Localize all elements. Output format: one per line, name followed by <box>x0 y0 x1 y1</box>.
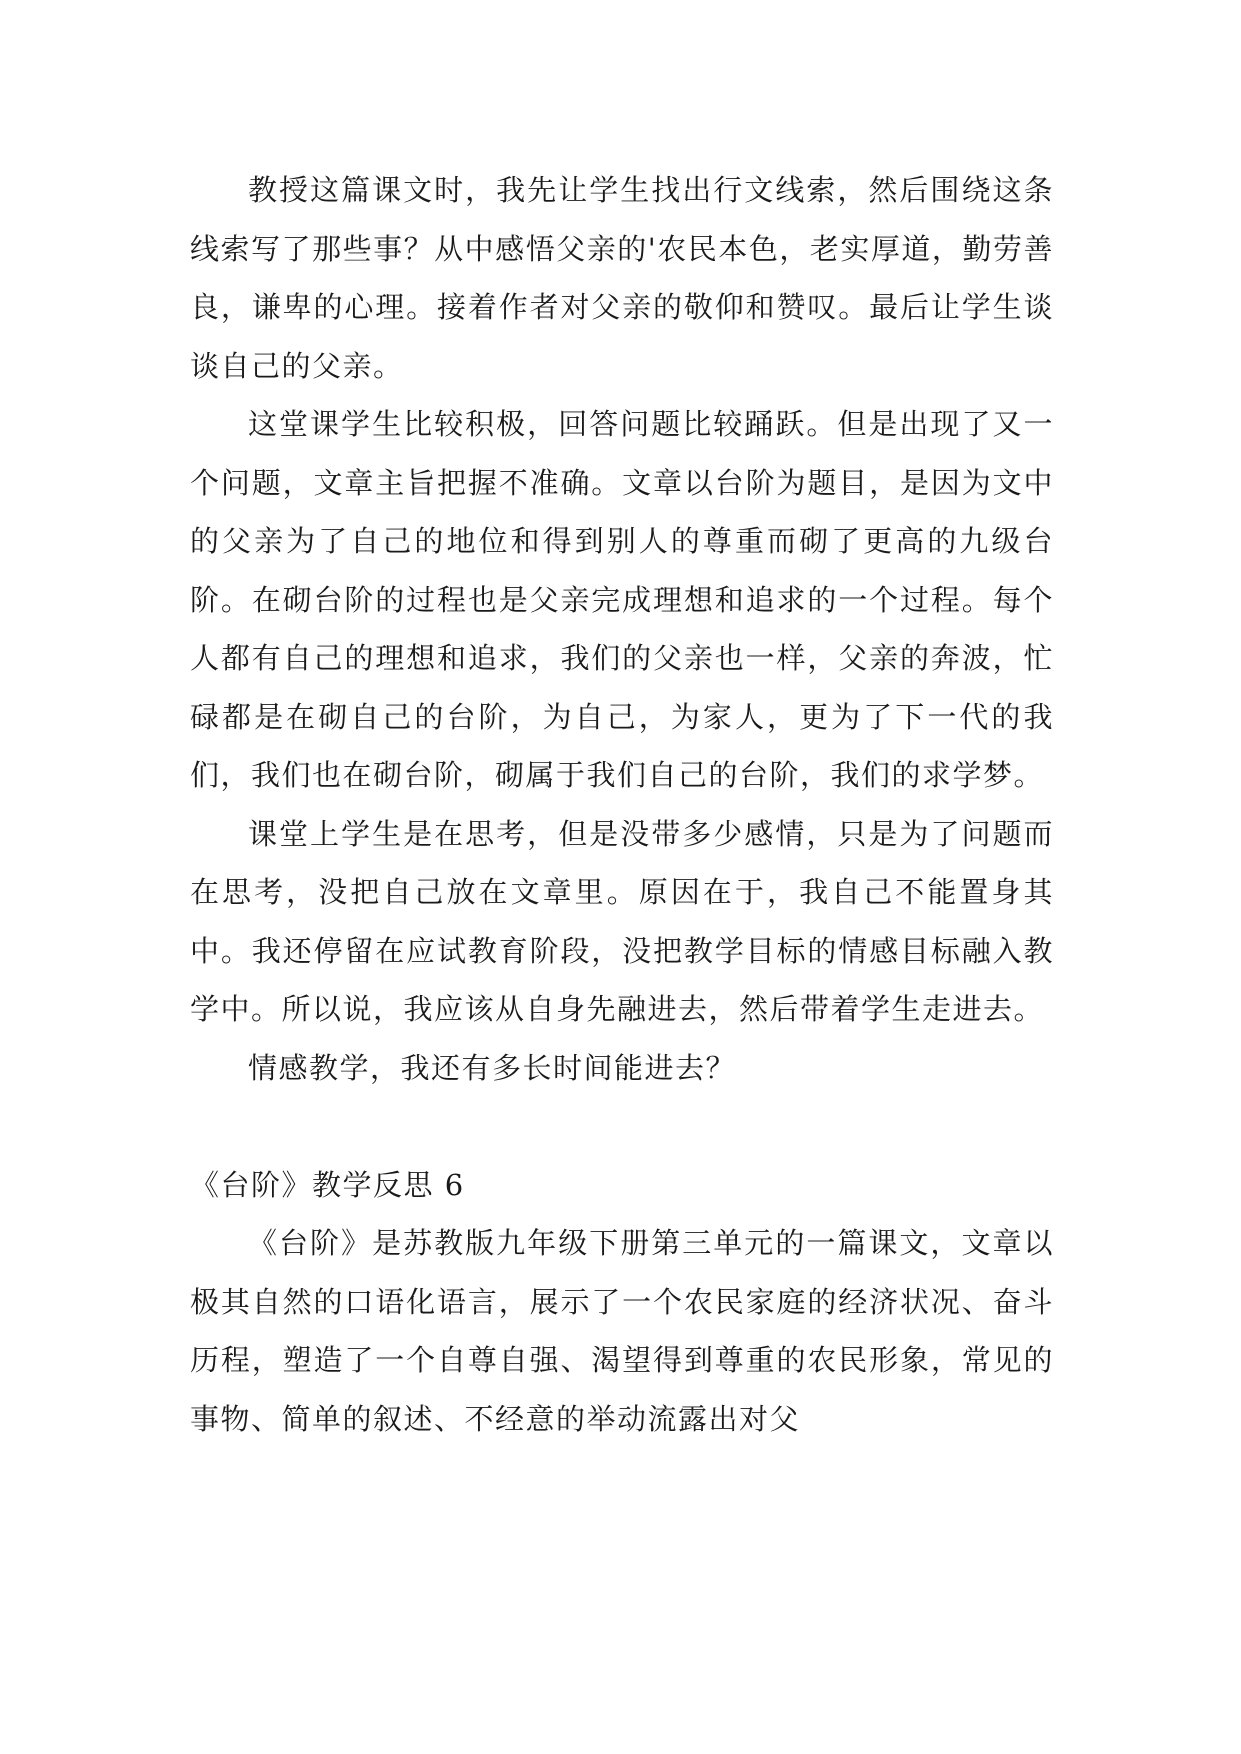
paragraph: 课堂上学生是在思考，但是没带多少感情，只是为了问题而在思考，没把自己放在文章里。原因在于，我自己不能置身其中。我还停留在应试教育阶段，没把教学目标的情感目标融入教学中。所以说，我应该从自身先融进去，然后带着学生走进去。 <box>190 816 1054 1026</box>
paragraph: 这堂课学生比较积极，回答问题比较踊跃。但是出现了又一个问题，文章主旨把握不准确。文章以台阶为题目，是因为文中的父亲为了自己的地位和得到别人的尊重而砌了更高的九级台阶。在砌台阶的过程也是父亲完成理想和追求的一个过程。每个人都有自己的理想和追求，我们的父亲也一样，父亲的奔波，忙碌都是在砌自己的台阶，为自己，为家人，更为了下一代的我们，我们也在砌台阶，砌属于我们自己的台阶，我们的求学梦。 <box>190 407 1054 792</box>
section-heading: 《台阶》教学反思 6 <box>190 1167 465 1202</box>
paragraph: 情感教学，我还有多长时间能进去？ <box>248 1050 737 1085</box>
blank-line <box>190 1097 1054 1156</box>
document-body <box>190 161 1054 1448</box>
paragraph: 《台阶》是苏教版九年级下册第三单元的一篇课文，文章以极其自然的口语化语言，展示了一个农民家庭的经济状况、奋斗历程，塑造了一个自尊自强、渴望得到尊重的农民形象，常见的事物、简单的叙述、不经意的举动流露出对父 <box>190 1226 1054 1436</box>
paragraph: 教授这篇课文时，我先让学生找出行文线索，然后围绕这条线索写了那些事？从中感悟父亲的'农民本色，老实厚道，勤劳善良，谦卑的心理。接着作者对父亲的敬仰和赞叹。最后让学生谈谈自己的父亲。 <box>190 173 1054 383</box>
